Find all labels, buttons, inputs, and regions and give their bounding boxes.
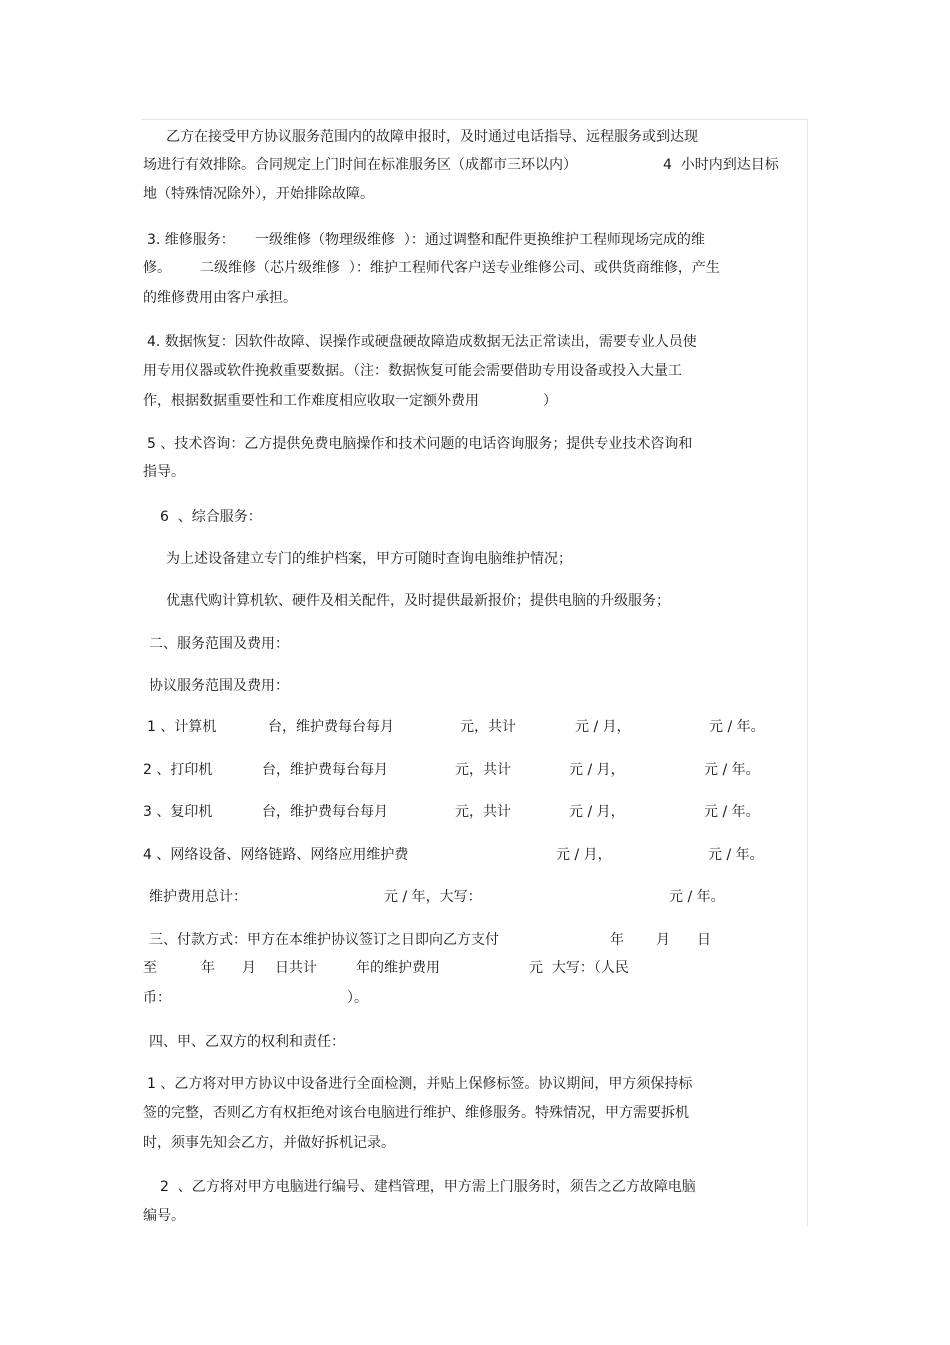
fee-total-yearly: 元 / 年，大写： [384, 889, 482, 905]
fee-row-total: 元，共计 [455, 762, 511, 778]
payment-line-3b: ）。 [347, 990, 368, 1006]
comprehensive-item-1: 为上述设备建立专门的维护档案，甲方可随时查询电脑维护情况； [166, 551, 572, 567]
recovery-line-3a: 作，根据数据重要性和工作难度相应收取一定额外费用 [143, 393, 479, 409]
fee-row-total: 元，共计 [460, 719, 516, 735]
fee-total-capital: 元 / 年。 [669, 889, 725, 905]
rights-p1-line-2: 签的完整，否则乙方有权拒绝对该台电脑进行维护、维修服务。特殊情况，甲方需要拆机 [143, 1105, 689, 1121]
repair-line-1b: 一级维修（物理级维修 ）：通过调整和配件更换维护工程师现场完成的维 [255, 232, 705, 248]
fee-row-item: 2 、打印机 [143, 762, 213, 778]
fee-row-monthly: 元 / 月， [569, 762, 625, 778]
payment-day: 日 [697, 932, 711, 948]
payment-year: 年 [610, 932, 624, 948]
intro-line-1: 乙方在接受甲方协议服务范围内的故障申报时，及时通过电话指导、远程服务或到达现 [166, 129, 698, 145]
payment-line-2c: 月 [242, 960, 256, 976]
repair-line-2b: 二级维修（芯片级维修 ）：维护工程师代客户送专业维修公司、或供货商维修，产生 [200, 260, 720, 276]
intro-line-3: 地（特殊情况除外），开始排除故障。 [143, 186, 374, 202]
payment-line-2b: 年 [201, 960, 215, 976]
consult-line-2: 指导。 [143, 464, 185, 480]
section4-title: 四、甲、乙双方的权利和责任： [149, 1034, 345, 1050]
payment-line-2f: 元 大写：（人民 [529, 960, 629, 976]
fee-row-yearly: 元 / 年。 [708, 847, 764, 863]
recovery-line-3b: ） [543, 393, 557, 409]
fee-row-monthly: 元 / 月， [575, 719, 631, 735]
intro-line-2b: 4 小时内到达目标 [663, 157, 779, 173]
fee-row-monthly: 元 / 月， [556, 847, 612, 863]
fee-row-item: 1 、计算机 [147, 719, 217, 735]
consult-line-1: 5 、技术咨询：乙方提供免费电脑操作和技术问题的电话咨询服务；提供专业技术咨询和 [147, 436, 693, 452]
rights-p2-line-2: 编号。 [143, 1208, 185, 1224]
rights-p2-line-1: 2 、乙方将对甲方电脑进行编号、建档管理，甲方需上门服务时，须告之乙方故障电脑 [160, 1179, 696, 1195]
payment-line-1a: 三、付款方式：甲方在本维护协议签订之日即向乙方支付 [149, 932, 499, 948]
comprehensive-item-2: 优惠代购计算机软、硬件及相关配件，及时提供最新报价；提供电脑的升级服务； [166, 593, 670, 609]
intro-line-2a: 场进行有效排除。合同规定上门时间在标准服务区（成都市三环以内） [143, 157, 577, 173]
fee-row-yearly: 元 / 年。 [704, 804, 760, 820]
payment-line-2e: 年的维护费用 [356, 960, 440, 976]
rights-p1-line-3: 时，须事先知会乙方，并做好拆机记录。 [143, 1135, 395, 1151]
fee-total-label: 维护费用总计： [149, 889, 247, 905]
rights-p1-line-1: 1 、乙方将对甲方协议中设备进行全面检测，并贴上保修标签。协议期间，甲方须保持标 [147, 1076, 693, 1092]
payment-line-3a: 币： [143, 990, 171, 1006]
payment-line-2d: 日共计 [275, 960, 317, 976]
section2-subtitle: 协议服务范围及费用： [149, 678, 289, 694]
fee-row-yearly: 元 / 年。 [709, 719, 765, 735]
payment-month: 月 [656, 932, 670, 948]
fee-row-total: 元，共计 [455, 804, 511, 820]
fee-row-yearly: 元 / 年。 [704, 762, 760, 778]
fee-row-unit: 台，维护费每台每月 [262, 804, 388, 820]
recovery-line-2: 用专用仪器或软件挽救重要数据。（注：数据恢复可能会需要借助专用设备或投入大量工 [143, 363, 682, 379]
fee-row-item: 4 、网络设备、网络链路、网络应用维护费 [143, 847, 409, 863]
recovery-line-1: 4. 数据恢复：因软件故障、误操作或硬盘硬故障造成数据无法正常读出，需要专业人员使 [147, 334, 697, 350]
fee-row-monthly: 元 / 月， [569, 804, 625, 820]
repair-line-3: 的维修费用由客户承担。 [143, 290, 297, 306]
page-frame [141, 119, 808, 1226]
fee-row-item: 3 、复印机 [143, 804, 213, 820]
payment-line-2a: 至 [143, 960, 157, 976]
repair-line-1a: 3. 维修服务： [147, 232, 235, 248]
repair-line-2a: 修。 [143, 260, 171, 276]
comprehensive-title: 6 、综合服务： [160, 509, 262, 525]
section2-title: 二、服务范围及费用： [149, 636, 289, 652]
fee-row-unit: 台，维护费每台每月 [268, 719, 394, 735]
fee-row-unit: 台，维护费每台每月 [262, 762, 388, 778]
